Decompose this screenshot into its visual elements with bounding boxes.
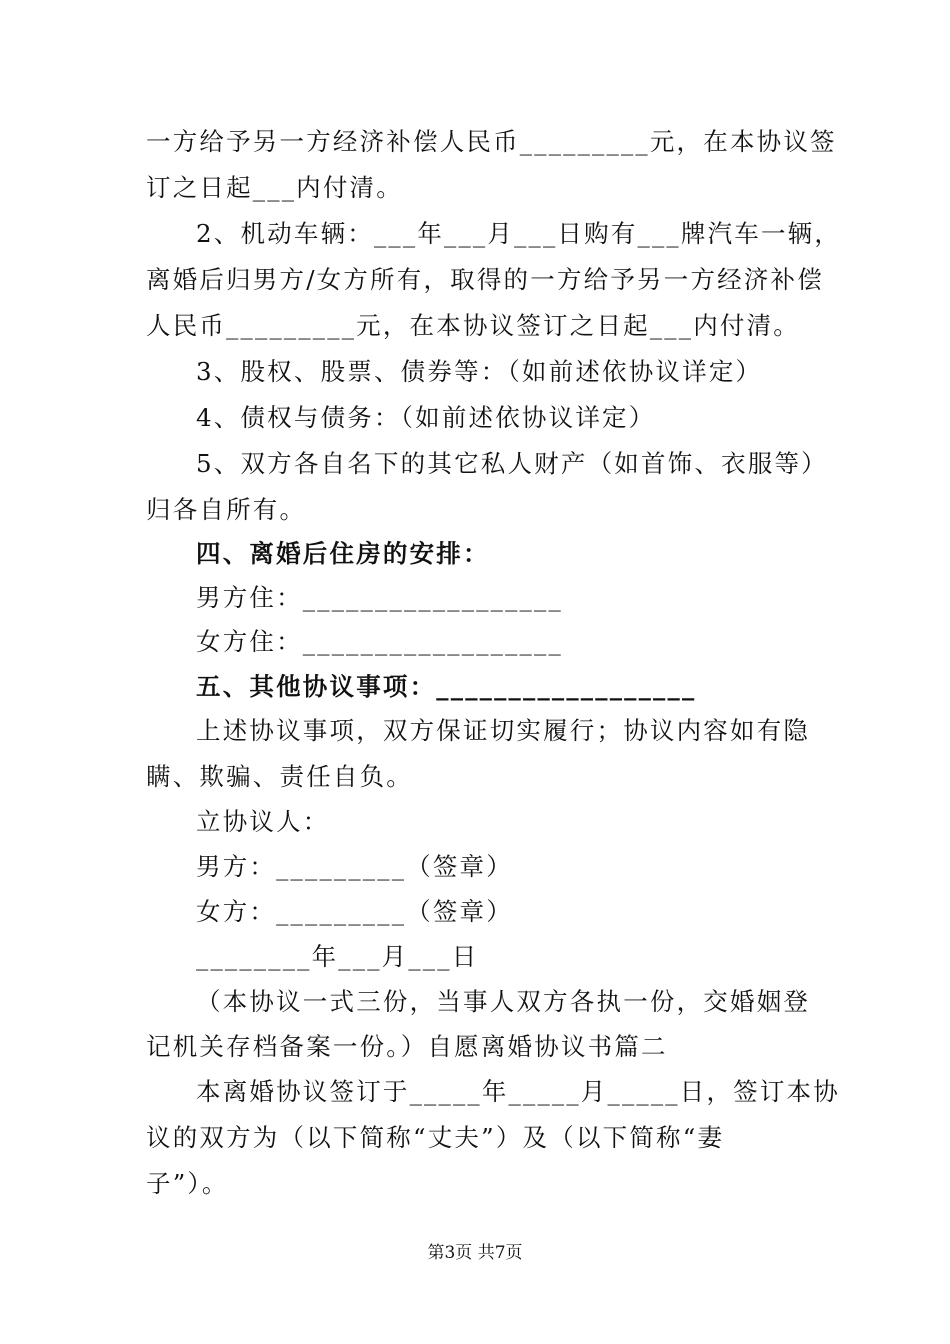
signature-line: 男方：_________（签章）: [196, 852, 513, 881]
section-heading: 四、离婚后住房的安排：: [196, 539, 490, 568]
paragraph-line: 议的双方为（以下简称“丈夫”）及（以下简称“妻: [146, 1123, 725, 1152]
paragraph-line: 子”）。: [146, 1169, 229, 1198]
paragraph-line: 归各自所有。: [146, 495, 307, 524]
paragraph-line: 立协议人：: [196, 807, 330, 836]
paragraph-line: 3、股权、股票、债券等：（如前述依协议详定）: [196, 357, 763, 386]
signature-line: 女方：_________（签章）: [196, 897, 513, 926]
paragraph-line: 人民币_________元，在本协议签订之日起___内付清。: [146, 311, 800, 340]
paragraph-line: 5、双方各自名下的其它私人财产（如首饰、衣服等）: [196, 449, 828, 478]
paragraph-line: 女方住：__________________: [196, 627, 563, 656]
section-heading: 五、其他协议事项：__________________: [196, 672, 697, 701]
paragraph-line: 2、机动车辆：___年___月___日购有___牌汽车一辆，: [196, 219, 842, 248]
paragraph-line: 订之日起___内付清。: [146, 173, 403, 202]
paragraph-line: 一方给予另一方经济补偿人民币_________元，在本协议签: [146, 127, 837, 156]
paragraph-line: 记机关存档备案一份。）自愿离婚协议书篇二: [146, 1032, 668, 1061]
date-line: ________年___月___日: [196, 942, 479, 971]
paragraph-line: 上述协议事项，双方保证切实履行；协议内容如有隐: [196, 716, 811, 745]
paragraph-line: 离婚后归男方/女方所有，取得的一方给予另一方经济补偿: [146, 265, 824, 294]
paragraph-line: 本离婚协议签订于_____年_____月_____日，签订本协: [196, 1077, 840, 1106]
paragraph-line: （本协议一式三份，当事人双方各执一份，交婚姻登: [196, 987, 811, 1016]
paragraph-line: 男方住：__________________: [196, 583, 563, 612]
paragraph-line: 4、债权与债务：（如前述依协议详定）: [196, 403, 656, 432]
page-footer: 第3页 共7页: [427, 1243, 523, 1263]
paragraph-line: 瞒、欺骗、责任自负。: [146, 762, 413, 791]
